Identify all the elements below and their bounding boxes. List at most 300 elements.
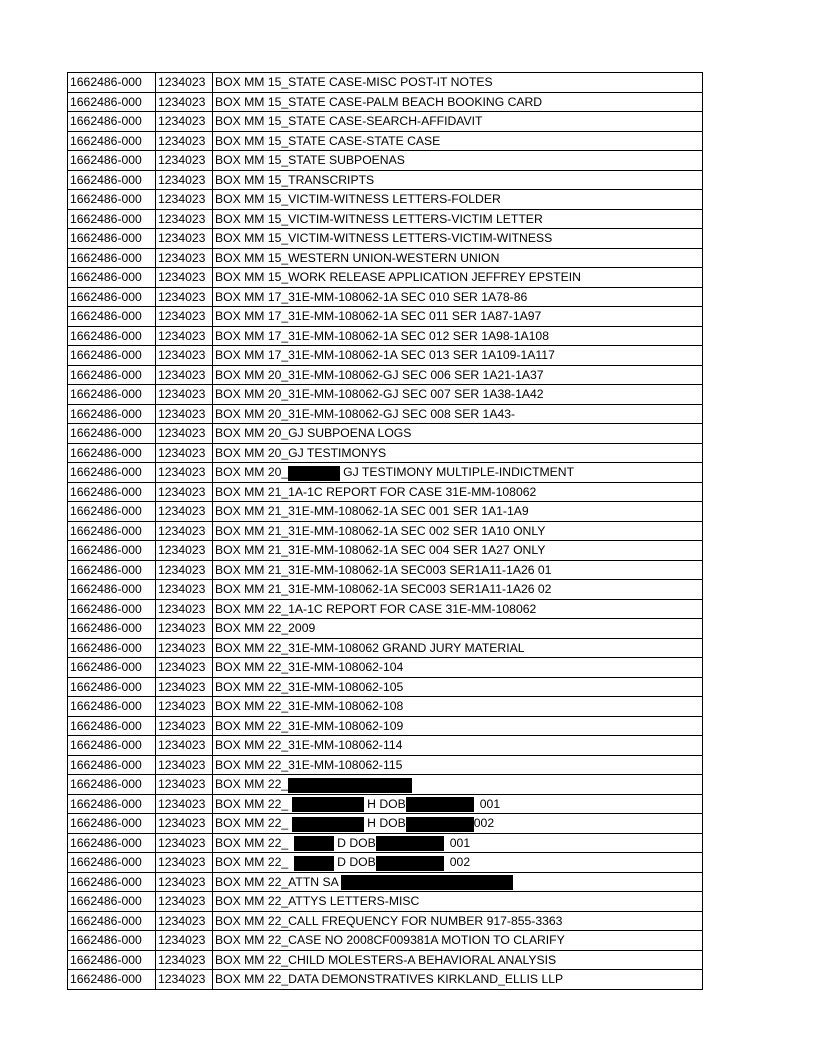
serial-cell bbox=[156, 931, 213, 951]
file-number: 1662486-000 bbox=[70, 699, 142, 714]
file-number: 1662486-000 bbox=[70, 192, 142, 207]
file-number-cell bbox=[68, 190, 156, 210]
description-text: BOX MM 15_STATE SUBPOENAS bbox=[215, 153, 405, 168]
serial-cell bbox=[156, 385, 213, 405]
serial-number: 1234023 bbox=[158, 484, 206, 499]
serial-cell bbox=[156, 950, 213, 970]
file-number-cell bbox=[68, 853, 156, 873]
serial-number: 1234023 bbox=[158, 601, 206, 616]
table-row bbox=[68, 287, 703, 307]
description-cell bbox=[213, 833, 703, 853]
file-number: 1662486-000 bbox=[70, 952, 142, 967]
serial-number: 1234023 bbox=[158, 445, 206, 460]
file-number: 1662486-000 bbox=[70, 465, 142, 480]
table-row bbox=[68, 697, 703, 717]
serial-number: 1234023 bbox=[158, 913, 206, 928]
description-text: BOX MM 20_31E-MM-108062-GJ SEC 008 SER 1A43- bbox=[215, 406, 516, 421]
file-number-cell bbox=[68, 580, 156, 600]
description-text: BOX MM 22_31E-MM-108062 GRAND JURY MATERIAL bbox=[215, 640, 525, 655]
records-table-body bbox=[68, 73, 703, 990]
serial-number: 1234023 bbox=[158, 699, 206, 714]
description-text: BOX MM 17_31E-MM-108062-1A SEC 011 SER 1A87-1A97 bbox=[215, 309, 542, 324]
description-cell bbox=[213, 307, 703, 327]
description-cell bbox=[213, 853, 703, 873]
description-text: BOX MM 20_ bbox=[215, 465, 289, 480]
file-number: 1662486-000 bbox=[70, 211, 142, 226]
description-cell bbox=[213, 404, 703, 424]
file-number: 1662486-000 bbox=[70, 562, 142, 577]
table-row bbox=[68, 677, 703, 697]
serial-number: 1234023 bbox=[158, 835, 206, 850]
description-cell bbox=[213, 872, 703, 892]
description-text-part: 001 bbox=[449, 835, 471, 850]
file-number: 1662486-000 bbox=[70, 172, 142, 187]
serial-number: 1234023 bbox=[158, 250, 206, 265]
redaction-block bbox=[294, 836, 334, 851]
serial-cell bbox=[156, 248, 213, 268]
file-number: 1662486-000 bbox=[70, 270, 142, 285]
description-cell bbox=[213, 385, 703, 405]
description-text: BOX MM 20_GJ TESTIMONYS bbox=[215, 445, 387, 460]
serial-cell bbox=[156, 541, 213, 561]
description-cell bbox=[213, 443, 703, 463]
file-number: 1662486-000 bbox=[70, 309, 142, 324]
description-text: BOX MM 22_CASE NO 2008CF009381A MOTION TO CLARIFY bbox=[215, 933, 565, 948]
file-number: 1662486-000 bbox=[70, 94, 142, 109]
serial-number: 1234023 bbox=[158, 972, 206, 987]
file-number: 1662486-000 bbox=[70, 484, 142, 499]
serial-cell bbox=[156, 463, 213, 483]
redaction-block bbox=[406, 797, 474, 812]
serial-number: 1234023 bbox=[158, 133, 206, 148]
file-number-cell bbox=[68, 151, 156, 171]
serial-number: 1234023 bbox=[158, 289, 206, 304]
table-row bbox=[68, 229, 703, 249]
records-table bbox=[67, 72, 703, 990]
description-cell bbox=[213, 424, 703, 444]
serial-number: 1234023 bbox=[158, 933, 206, 948]
description-cell bbox=[213, 619, 703, 639]
description-text: BOX MM 22_DATA DEMONSTRATIVES KIRKLAND_ELLIS LLP bbox=[215, 972, 564, 987]
description-cell bbox=[213, 677, 703, 697]
file-number-cell bbox=[68, 931, 156, 951]
file-number: 1662486-000 bbox=[70, 348, 142, 363]
file-number-cell bbox=[68, 736, 156, 756]
table-row bbox=[68, 365, 703, 385]
description-cell bbox=[213, 697, 703, 717]
table-row bbox=[68, 716, 703, 736]
description-text: BOX MM 21_31E-MM-108062-1A SEC003 SER1A11-1A26 02 bbox=[215, 582, 552, 597]
file-number: 1662486-000 bbox=[70, 543, 142, 558]
serial-number: 1234023 bbox=[158, 855, 206, 870]
description-text: BOX MM 22_2009 bbox=[215, 621, 316, 636]
description-cell bbox=[213, 521, 703, 541]
file-number: 1662486-000 bbox=[70, 933, 142, 948]
table-row bbox=[68, 209, 703, 229]
serial-number: 1234023 bbox=[158, 621, 206, 636]
serial-number: 1234023 bbox=[158, 874, 206, 889]
description-cell bbox=[213, 541, 703, 561]
serial-number: 1234023 bbox=[158, 543, 206, 558]
serial-cell bbox=[156, 190, 213, 210]
redaction-block bbox=[406, 817, 474, 832]
serial-cell bbox=[156, 853, 213, 873]
file-number: 1662486-000 bbox=[70, 114, 142, 129]
description-text: BOX MM 22_1A-1C REPORT FOR CASE 31E-MM-108062 bbox=[215, 601, 537, 616]
file-number-cell bbox=[68, 560, 156, 580]
file-number: 1662486-000 bbox=[70, 582, 142, 597]
description-cell bbox=[213, 775, 703, 795]
description-text: BOX MM 22_ bbox=[215, 816, 289, 831]
serial-number: 1234023 bbox=[158, 523, 206, 538]
serial-cell bbox=[156, 775, 213, 795]
description-cell bbox=[213, 92, 703, 112]
serial-cell bbox=[156, 307, 213, 327]
description-text: BOX MM 21_1A-1C REPORT FOR CASE 31E-MM-108062 bbox=[215, 484, 537, 499]
description-cell bbox=[213, 112, 703, 132]
description-text: BOX MM 15_STATE CASE-STATE CASE bbox=[215, 133, 441, 148]
serial-cell bbox=[156, 443, 213, 463]
file-number: 1662486-000 bbox=[70, 504, 142, 519]
file-number: 1662486-000 bbox=[70, 133, 142, 148]
file-number-cell bbox=[68, 892, 156, 912]
table-row bbox=[68, 775, 703, 795]
table-row bbox=[68, 482, 703, 502]
serial-cell bbox=[156, 151, 213, 171]
file-number-cell bbox=[68, 385, 156, 405]
file-number-cell bbox=[68, 872, 156, 892]
file-number: 1662486-000 bbox=[70, 660, 142, 675]
description-cell bbox=[213, 170, 703, 190]
serial-cell bbox=[156, 638, 213, 658]
table-row bbox=[68, 112, 703, 132]
description-text-part: 002 bbox=[449, 855, 471, 870]
description-text: BOX MM 17_31E-MM-108062-1A SEC 010 SER 1A78-86 bbox=[215, 289, 528, 304]
serial-number: 1234023 bbox=[158, 582, 206, 597]
description-text: BOX MM 22_ bbox=[215, 835, 289, 850]
file-number: 1662486-000 bbox=[70, 913, 142, 928]
serial-number: 1234023 bbox=[158, 426, 206, 441]
description-cell bbox=[213, 638, 703, 658]
serial-number: 1234023 bbox=[158, 75, 206, 90]
serial-cell bbox=[156, 326, 213, 346]
file-number-cell bbox=[68, 346, 156, 366]
serial-cell bbox=[156, 424, 213, 444]
serial-cell bbox=[156, 482, 213, 502]
description-text: BOX MM 22_ATTN SA bbox=[215, 874, 339, 889]
file-number-cell bbox=[68, 950, 156, 970]
description-text-part: D DOB bbox=[337, 835, 376, 850]
table-row bbox=[68, 92, 703, 112]
description-text: BOX MM 20_31E-MM-108062-GJ SEC 006 SER 1A21-1A37 bbox=[215, 367, 544, 382]
file-number: 1662486-000 bbox=[70, 874, 142, 889]
description-cell bbox=[213, 892, 703, 912]
serial-cell bbox=[156, 92, 213, 112]
description-text-part: GJ TESTIMONY MULTIPLE-INDICTMENT bbox=[343, 465, 575, 480]
serial-cell bbox=[156, 697, 213, 717]
table-row bbox=[68, 326, 703, 346]
file-number-cell bbox=[68, 619, 156, 639]
serial-cell bbox=[156, 580, 213, 600]
table-row bbox=[68, 911, 703, 931]
serial-cell bbox=[156, 287, 213, 307]
file-number-cell bbox=[68, 775, 156, 795]
table-row bbox=[68, 151, 703, 171]
serial-number: 1234023 bbox=[158, 640, 206, 655]
file-number-cell bbox=[68, 794, 156, 814]
file-number-cell bbox=[68, 73, 156, 93]
table-row bbox=[68, 833, 703, 853]
serial-number: 1234023 bbox=[158, 270, 206, 285]
file-number-cell bbox=[68, 541, 156, 561]
serial-cell bbox=[156, 73, 213, 93]
serial-number: 1234023 bbox=[158, 894, 206, 909]
description-cell bbox=[213, 970, 703, 990]
file-number: 1662486-000 bbox=[70, 777, 142, 792]
serial-number: 1234023 bbox=[158, 777, 206, 792]
file-number: 1662486-000 bbox=[70, 231, 142, 246]
table-row bbox=[68, 599, 703, 619]
table-row bbox=[68, 385, 703, 405]
description-text: BOX MM 15_VICTIM-WITNESS LETTERS-VICTIM LETTER bbox=[215, 211, 543, 226]
redaction-block bbox=[288, 778, 412, 793]
file-number-cell bbox=[68, 755, 156, 775]
table-row bbox=[68, 872, 703, 892]
description-text-part: H DOB bbox=[367, 796, 406, 811]
file-number-cell bbox=[68, 112, 156, 132]
serial-number: 1234023 bbox=[158, 172, 206, 187]
file-number-cell bbox=[68, 658, 156, 678]
description-text: BOX MM 22_31E-MM-108062-109 bbox=[215, 718, 404, 733]
table-row bbox=[68, 580, 703, 600]
file-number-cell bbox=[68, 365, 156, 385]
file-number: 1662486-000 bbox=[70, 757, 142, 772]
serial-number: 1234023 bbox=[158, 718, 206, 733]
serial-number: 1234023 bbox=[158, 406, 206, 421]
serial-cell bbox=[156, 112, 213, 132]
file-number-cell bbox=[68, 599, 156, 619]
description-cell bbox=[213, 814, 703, 834]
serial-number: 1234023 bbox=[158, 387, 206, 402]
serial-cell bbox=[156, 599, 213, 619]
table-row bbox=[68, 248, 703, 268]
file-number-cell bbox=[68, 229, 156, 249]
serial-cell bbox=[156, 521, 213, 541]
serial-cell bbox=[156, 560, 213, 580]
serial-cell bbox=[156, 209, 213, 229]
serial-cell bbox=[156, 170, 213, 190]
serial-number: 1234023 bbox=[158, 738, 206, 753]
file-number: 1662486-000 bbox=[70, 523, 142, 538]
file-number: 1662486-000 bbox=[70, 621, 142, 636]
file-number-cell bbox=[68, 833, 156, 853]
file-number: 1662486-000 bbox=[70, 75, 142, 90]
table-row bbox=[68, 443, 703, 463]
description-cell bbox=[213, 190, 703, 210]
file-number: 1662486-000 bbox=[70, 796, 142, 811]
serial-number: 1234023 bbox=[158, 231, 206, 246]
description-text: BOX MM 15_WORK RELEASE APPLICATION JEFFREY EPSTEIN bbox=[215, 270, 581, 285]
table-row bbox=[68, 307, 703, 327]
table-row bbox=[68, 190, 703, 210]
serial-cell bbox=[156, 658, 213, 678]
file-number-cell bbox=[68, 209, 156, 229]
description-text: BOX MM 15_TRANSCRIPTS bbox=[215, 172, 375, 187]
table-row bbox=[68, 970, 703, 990]
file-number: 1662486-000 bbox=[70, 250, 142, 265]
redaction-block bbox=[292, 797, 364, 812]
file-number-cell bbox=[68, 521, 156, 541]
description-cell bbox=[213, 346, 703, 366]
serial-cell bbox=[156, 970, 213, 990]
description-text: BOX MM 22_31E-MM-108062-105 bbox=[215, 679, 404, 694]
description-text: BOX MM 22_CALL FREQUENCY FOR NUMBER 917-855-3363 bbox=[215, 913, 563, 928]
description-text: BOX MM 22_ bbox=[215, 855, 289, 870]
description-text: BOX MM 17_31E-MM-108062-1A SEC 013 SER 1A109-1A117 bbox=[215, 348, 555, 363]
description-text: BOX MM 15_STATE CASE-SEARCH-AFFIDAVIT bbox=[215, 114, 483, 129]
description-cell bbox=[213, 716, 703, 736]
file-number: 1662486-000 bbox=[70, 855, 142, 870]
serial-number: 1234023 bbox=[158, 114, 206, 129]
redaction-block bbox=[288, 466, 340, 481]
file-number-cell bbox=[68, 716, 156, 736]
file-number: 1662486-000 bbox=[70, 679, 142, 694]
serial-number: 1234023 bbox=[158, 816, 206, 831]
serial-number: 1234023 bbox=[158, 465, 206, 480]
description-cell bbox=[213, 73, 703, 93]
serial-cell bbox=[156, 814, 213, 834]
serial-number: 1234023 bbox=[158, 367, 206, 382]
serial-cell bbox=[156, 794, 213, 814]
serial-number: 1234023 bbox=[158, 757, 206, 772]
serial-cell bbox=[156, 833, 213, 853]
serial-cell bbox=[156, 716, 213, 736]
table-row bbox=[68, 853, 703, 873]
redaction-block bbox=[294, 856, 334, 871]
redaction-block bbox=[292, 817, 364, 832]
file-number: 1662486-000 bbox=[70, 328, 142, 343]
table-row bbox=[68, 404, 703, 424]
table-row bbox=[68, 794, 703, 814]
description-cell bbox=[213, 287, 703, 307]
table-row bbox=[68, 268, 703, 288]
description-cell bbox=[213, 248, 703, 268]
description-text: BOX MM 21_31E-MM-108062-1A SEC 001 SER 1A1-1A9 bbox=[215, 504, 529, 519]
table-row bbox=[68, 638, 703, 658]
file-number-cell bbox=[68, 814, 156, 834]
description-cell bbox=[213, 463, 703, 483]
file-number: 1662486-000 bbox=[70, 640, 142, 655]
serial-cell bbox=[156, 365, 213, 385]
serial-number: 1234023 bbox=[158, 504, 206, 519]
description-cell bbox=[213, 229, 703, 249]
description-text: BOX MM 21_31E-MM-108062-1A SEC003 SER1A11-1A26 01 bbox=[215, 562, 552, 577]
table-row bbox=[68, 73, 703, 93]
serial-cell bbox=[156, 755, 213, 775]
description-text: BOX MM 22_ bbox=[215, 796, 289, 811]
file-number: 1662486-000 bbox=[70, 406, 142, 421]
file-number: 1662486-000 bbox=[70, 153, 142, 168]
file-number-cell bbox=[68, 170, 156, 190]
table-row bbox=[68, 131, 703, 151]
description-cell bbox=[213, 151, 703, 171]
file-number: 1662486-000 bbox=[70, 835, 142, 850]
table-row bbox=[68, 463, 703, 483]
serial-number: 1234023 bbox=[158, 153, 206, 168]
table-row bbox=[68, 170, 703, 190]
table-row bbox=[68, 658, 703, 678]
serial-number: 1234023 bbox=[158, 94, 206, 109]
file-number-cell bbox=[68, 248, 156, 268]
description-text: BOX MM 22_31E-MM-108062-115 bbox=[215, 757, 403, 772]
file-number-cell bbox=[68, 482, 156, 502]
file-number-cell bbox=[68, 131, 156, 151]
serial-cell bbox=[156, 619, 213, 639]
serial-cell bbox=[156, 229, 213, 249]
table-row bbox=[68, 346, 703, 366]
redaction-block bbox=[376, 856, 444, 871]
serial-number: 1234023 bbox=[158, 952, 206, 967]
file-number: 1662486-000 bbox=[70, 816, 142, 831]
description-text-part: 001 bbox=[479, 796, 501, 811]
file-number: 1662486-000 bbox=[70, 972, 142, 987]
file-number-cell bbox=[68, 287, 156, 307]
table-row bbox=[68, 424, 703, 444]
table-row bbox=[68, 892, 703, 912]
table-row bbox=[68, 736, 703, 756]
table-row bbox=[68, 931, 703, 951]
serial-number: 1234023 bbox=[158, 562, 206, 577]
description-text-part: D DOB bbox=[337, 855, 376, 870]
description-text-part: 002 bbox=[473, 816, 495, 831]
table-row bbox=[68, 755, 703, 775]
file-number: 1662486-000 bbox=[70, 601, 142, 616]
serial-number: 1234023 bbox=[158, 328, 206, 343]
file-number-cell bbox=[68, 424, 156, 444]
description-text: BOX MM 17_31E-MM-108062-1A SEC 012 SER 1A98-1A108 bbox=[215, 328, 549, 343]
file-number-cell bbox=[68, 677, 156, 697]
description-text: BOX MM 21_31E-MM-108062-1A SEC 002 SER 1A10 ONLY bbox=[215, 523, 546, 538]
file-number: 1662486-000 bbox=[70, 367, 142, 382]
serial-number: 1234023 bbox=[158, 348, 206, 363]
description-text: BOX MM 21_31E-MM-108062-1A SEC 004 SER 1A27 ONLY bbox=[215, 543, 546, 558]
serial-cell bbox=[156, 404, 213, 424]
table-row bbox=[68, 560, 703, 580]
description-text: BOX MM 22_31E-MM-108062-108 bbox=[215, 699, 404, 714]
serial-cell bbox=[156, 268, 213, 288]
description-cell bbox=[213, 502, 703, 522]
description-text: BOX MM 15_STATE CASE-MISC POST-IT NOTES bbox=[215, 75, 493, 90]
description-text-part: H DOB bbox=[367, 816, 406, 831]
serial-cell bbox=[156, 677, 213, 697]
description-text: BOX MM 22_ bbox=[215, 777, 289, 792]
description-cell bbox=[213, 482, 703, 502]
table-row bbox=[68, 541, 703, 561]
table-row bbox=[68, 619, 703, 639]
serial-number: 1234023 bbox=[158, 309, 206, 324]
table-row bbox=[68, 521, 703, 541]
file-number-cell bbox=[68, 404, 156, 424]
description-cell bbox=[213, 365, 703, 385]
serial-number: 1234023 bbox=[158, 660, 206, 675]
description-text: BOX MM 22_CHILD MOLESTERS-A BEHAVIORAL ANALYSIS bbox=[215, 952, 557, 967]
description-cell bbox=[213, 736, 703, 756]
description-cell bbox=[213, 931, 703, 951]
description-text: BOX MM 20_31E-MM-108062-GJ SEC 007 SER 1A38-1A42 bbox=[215, 387, 544, 402]
file-number-cell bbox=[68, 307, 156, 327]
serial-number: 1234023 bbox=[158, 192, 206, 207]
description-cell bbox=[213, 209, 703, 229]
